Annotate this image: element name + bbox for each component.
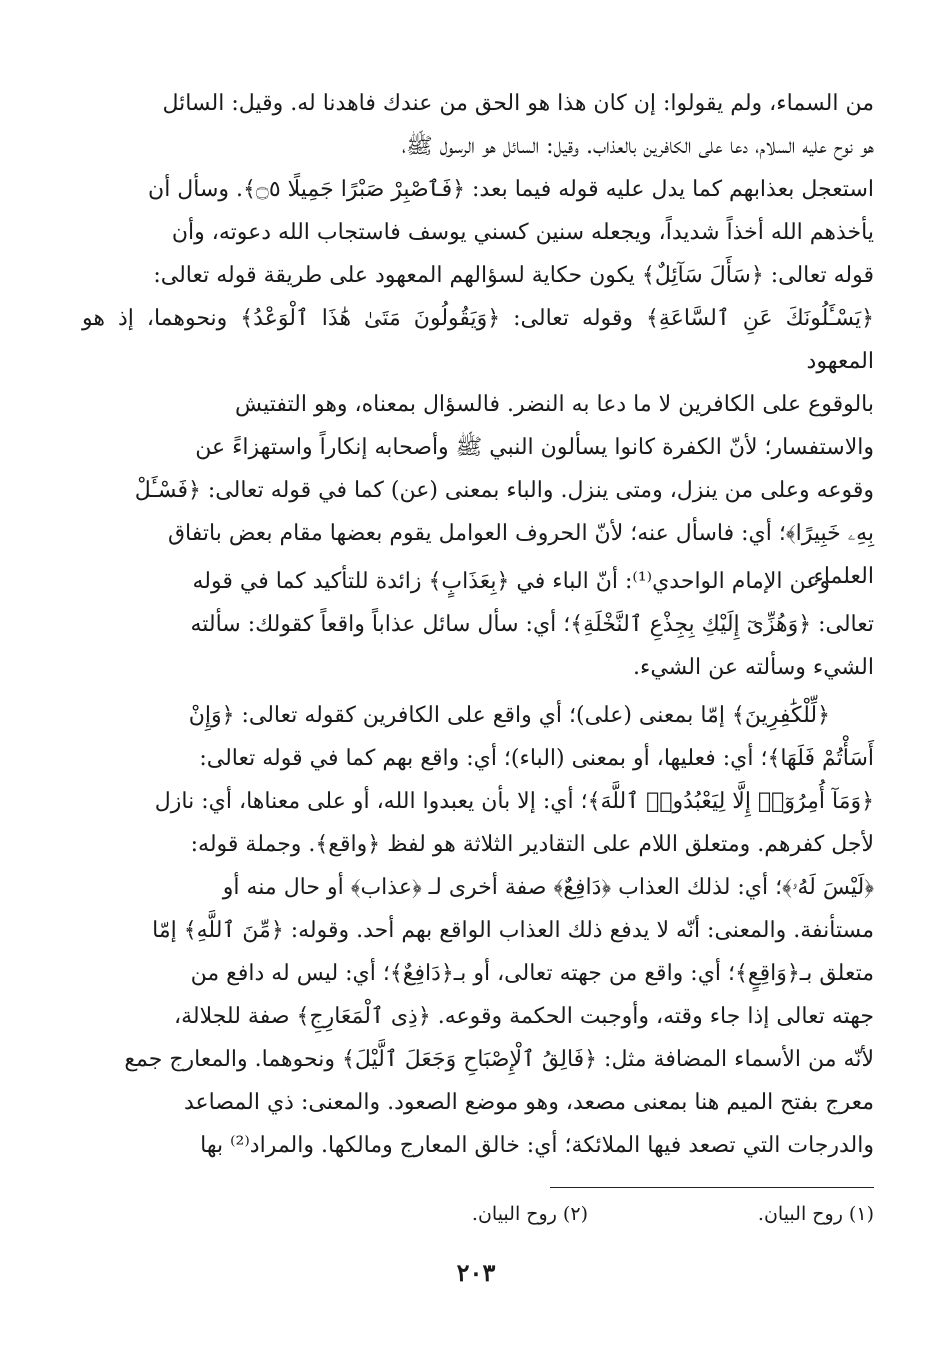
- text-line: ﴿لَيْسَ لَهُۥ﴾؛ أي: لذلك العذاب ﴿دَافِعٌ﴾ صفة أخرى لـ ﴿عذاب﴾ أو حال منه أو: [222, 875, 874, 900]
- page-number: ٢٠٣: [456, 1258, 496, 1287]
- text-line: أَسَأْتُمْ فَلَهَا﴾؛ أي: فعليها، أو بمعنى (الباء)؛ أي: واقع بهم كما في قوله تعالى:: [199, 746, 874, 771]
- footnote-1: (١) روح البيان.: [757, 1203, 874, 1225]
- text-line: والاستفسار؛ لأنّ الكفرة كانوا يسألون النبي ﷺ وأصحابه إنكاراً واستهزاءً عن: [195, 435, 874, 460]
- text-line: وعن الإمام الواحدي⁽¹⁾: أنّ الباء في ﴿بِعَذَابٍ﴾ زائدة للتأكيد كما في قوله: [192, 569, 830, 594]
- text-line: الشيء وسألته عن الشيء.: [633, 655, 874, 680]
- text-line: ﴿لِّلْكَٰفِرِينَ﴾ إمّا بمعنى (على)؛ أي واقع على الكافرين كقوله تعالى: ﴿وَإِنْ: [188, 703, 830, 728]
- text-line: هو نوح عليه السلام، دعا على الكافرين بالعذاب. وقيل: السائل هو الرسول ﷺ،: [401, 134, 874, 159]
- footnote-divider: [550, 1187, 874, 1188]
- text-line: من السماء، ولم يقولوا: إن كان هذا هو الحق من عندك فاهدنا له. وقيل: السائل: [162, 91, 874, 116]
- footnote-2: (٢) روح البيان.: [471, 1203, 588, 1225]
- text-line: قوله تعالى: ﴿سَأَلَ سَآئِلٌ﴾ يكون حكاية لسؤالهم المعهود على طريقة قوله تعالى:: [153, 263, 874, 288]
- footnotes: [334, 1203, 874, 1233]
- text-line: ﴿وَمَآ أُمِرُوٓا۟ إِلَّا لِيَعْبُدُوا۟ ٱللَّهَ﴾؛ أي: إلا بأن يعبدوا الله، أو على معناها، أي: نازل: [154, 789, 874, 814]
- paragraph-2: [82, 560, 874, 689]
- text-line: بالوقوع على الكافرين لا ما دعا به النضر. فالسؤال بمعناه، وهو التفتيش: [235, 392, 874, 417]
- text-line: معرج بفتح الميم هنا بمعنى مصعد، وهو موضع الصعود. والمعنى: ذي المصاعد: [183, 1090, 874, 1115]
- text-line: متعلق بـ﴿وَاقِعٍ﴾؛ أي: واقع من جهته تعالى، أو بـ﴿دَافِعٌ﴾؛ أي: ليس له دافع من: [190, 961, 874, 986]
- text-line: العلماء.: [806, 564, 874, 589]
- text-line: استعجل بعذابهم كما يدل عليه قوله فيما بعد: ﴿فَٱصْبِرْ صَبْرًا جَمِيلًا ۝٥﴾. وسأل أن: [148, 177, 874, 202]
- text-line: وقوعه وعلى من ينزل، ومتى ينزل. والباء بمعنى (عن) كما في قوله تعالى: ﴿فَسْـَٔلْ: [134, 478, 874, 503]
- text-line: بِهِۦ خَبِيرًا﴾؛ أي: فاسأل عنه؛ لأنّ الحروف العوامل يقوم بعضها مقام بعض باتفاق: [167, 521, 874, 546]
- text-line: جهته تعالى إذا جاء وقته، وأوجبت الحكمة وقوعه. ﴿ذِى ٱلْمَعَارِجِ﴾ صفة للجلالة،: [174, 1004, 874, 1029]
- text-line: ﴿يَسْـَٔلُونَكَ عَنِ ٱلسَّاعَةِ﴾ وقوله تعالى: ﴿وَيَقُولُونَ مَتَىٰ هَٰذَا ٱلْوَعْدُ﴾ ونحوهما، إذ هو المعهود: [82, 306, 874, 374]
- text-line: لأجل كفرهم. ومتعلق اللام على التقادير الثلاثة هو لفظ ﴿واقع﴾. وجملة قوله:: [190, 832, 874, 857]
- text-line: والدرجات التي تصعد فيها الملائكة؛ أي: خالق المعارج ومالكها. والمراد⁽²⁾ بها: [200, 1133, 874, 1158]
- text-line: مستأنفة. والمعنى: أنّه لا يدفع ذلك العذاب الواقع بهم أحد. وقوله: ﴿مِّنَ ٱللَّهِ﴾ إمّا: [152, 918, 874, 943]
- text-line: تعالى: ﴿وَهُزِّىٓ إِلَيْكِ بِجِذْعِ ٱلنَّخْلَةِ﴾؛ أي: سأل سائل عذاباً واقعاً كقولك: سألته: [190, 612, 874, 637]
- paragraph-3: [82, 694, 874, 1167]
- paragraph-1: [82, 82, 874, 598]
- text-line: يأخذهم الله أخذاً شديداً، ويجعله سنين كسني يوسف فاستجاب الله دعوته، وأن: [171, 220, 874, 245]
- text-line: لأنّه من الأسماء المضافة مثل: ﴿فَالِقُ ٱلْإِصْبَاحِ وَجَعَلَ ٱلَّيْلَ﴾ ونحوهما. والمعارج جمع: [124, 1047, 874, 1072]
